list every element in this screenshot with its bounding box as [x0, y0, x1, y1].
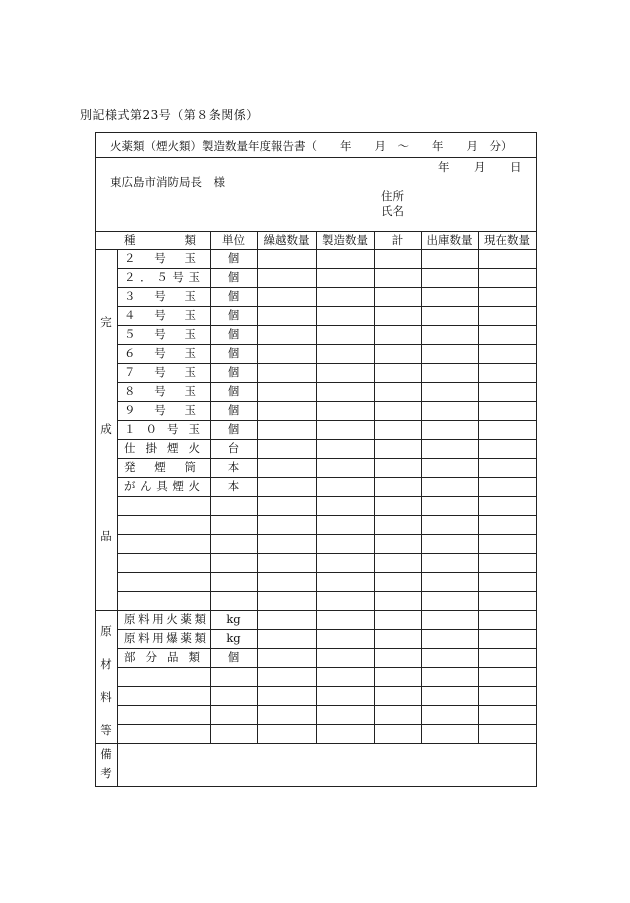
row-rule: [117, 477, 536, 478]
column-rule: [257, 231, 258, 743]
item-name-char: 類: [194, 612, 206, 626]
row-rule: [117, 496, 536, 497]
row-rule: [117, 686, 536, 687]
item-name-char: １: [124, 422, 136, 436]
item-unit: 個: [227, 308, 240, 322]
item-name-char: 部: [124, 650, 136, 664]
item-name-char: 玉: [188, 270, 200, 284]
row-rule: [117, 534, 536, 535]
row-rule: [117, 306, 536, 307]
row-rule: [117, 458, 536, 459]
item-name-char: 類: [188, 650, 200, 664]
materials-group-label-char: 料: [100, 689, 112, 704]
materials-group-rule: [96, 743, 536, 744]
header-total: 計: [391, 233, 404, 247]
item-name-char: ５: [156, 270, 168, 284]
column-rule: [316, 231, 317, 743]
item-unit: 個: [227, 251, 240, 265]
header-carryover: 繰越数量: [263, 233, 310, 247]
item-unit: kg: [226, 612, 241, 626]
item-name-char: 用: [152, 631, 164, 645]
item-name-char: ８: [124, 384, 136, 398]
item-name-char: 火: [166, 612, 178, 626]
address-label: 住所: [381, 189, 404, 203]
item-name-char: 仕: [124, 441, 136, 455]
item-name-char: 玉: [184, 308, 196, 322]
header-kind-char: 種: [124, 233, 136, 247]
form-number: 別記様式第23号（第８条関係）: [80, 108, 259, 122]
item-name-char: 号: [154, 308, 166, 322]
item-name: [124, 443, 200, 455]
row-rule: [117, 724, 536, 725]
materials-group-label-char: 原: [100, 624, 112, 639]
date-day: 日: [510, 160, 522, 174]
item-name-char: 爆: [166, 631, 178, 645]
row-rule: [117, 439, 536, 440]
item-name-char: 号: [172, 270, 184, 284]
materials-group-label-char: 材: [100, 657, 112, 672]
item-unit: 本: [227, 479, 240, 493]
header-current: 現在数量: [484, 233, 530, 247]
item-unit: kg: [226, 631, 241, 645]
row-rule: [117, 382, 536, 383]
item-name-char: 具: [156, 479, 168, 493]
item-name-char: 掛: [145, 441, 157, 455]
item-name-char: 原: [124, 612, 136, 626]
item-unit: 個: [227, 403, 240, 417]
item-name-char: 煙: [172, 479, 184, 493]
item-name-char: 薬: [180, 631, 192, 645]
finished-group-label-char: 品: [100, 528, 112, 543]
row-rule: [117, 553, 536, 554]
item-unit: 本: [227, 460, 240, 474]
item-name: [124, 652, 200, 664]
item-name-char: 号: [154, 365, 166, 379]
item-unit: 個: [227, 289, 240, 303]
item-name-char: 筒: [184, 460, 196, 474]
header-shipped: 出庫数量: [426, 233, 473, 247]
item-name-char: ２: [124, 251, 136, 265]
item-name: [124, 310, 196, 322]
column-rule: [421, 231, 422, 743]
item-name: [124, 614, 206, 626]
item-name-char: ６: [124, 346, 136, 360]
item-name: [124, 329, 196, 341]
header-kind: [124, 235, 196, 247]
item-name-char: 料: [138, 631, 150, 645]
item-name-char: 品: [167, 650, 179, 664]
item-name-char: 玉: [184, 384, 196, 398]
date-month: 月: [474, 160, 486, 174]
item-name-char: 玉: [184, 403, 196, 417]
item-name-char: 火: [188, 441, 200, 455]
date-year: 年: [438, 160, 450, 174]
row-rule: [117, 401, 536, 402]
item-name-char: ２: [124, 270, 136, 284]
item-name-char: 薬: [180, 612, 192, 626]
item-name-char: が: [124, 479, 136, 493]
item-unit: 個: [227, 365, 240, 379]
item-name: [124, 462, 196, 474]
item-name-char: 号: [154, 289, 166, 303]
item-name-char: 玉: [188, 422, 200, 436]
item-name: [124, 348, 196, 360]
addressee: 東広島市消防局長 様: [110, 175, 225, 189]
item-name-char: 分: [145, 650, 157, 664]
column-rule: [478, 231, 479, 743]
item-name-char: 用: [152, 612, 164, 626]
row-rule: [117, 572, 536, 573]
row-rule: [117, 705, 536, 706]
finished-group-label-char: 完: [100, 314, 112, 329]
row-rule: [117, 344, 536, 345]
report-form-sheet: [95, 132, 537, 787]
header-manufactured: 製造数量: [322, 233, 368, 247]
item-name-char: 玉: [184, 289, 196, 303]
item-name-char: ４: [124, 308, 136, 322]
item-name-char: 号: [154, 251, 166, 265]
item-unit: 個: [227, 422, 240, 436]
item-name-char: 発: [124, 460, 136, 474]
item-name-char: ９: [124, 403, 136, 417]
header-kind-char: 類: [184, 233, 196, 247]
row-rule: [117, 420, 536, 421]
item-name-char: ３: [124, 289, 136, 303]
item-name-char: 号: [154, 346, 166, 360]
row-rule: [117, 629, 536, 630]
item-name-char: 料: [138, 612, 150, 626]
item-name-char: ．: [140, 270, 152, 284]
item-name-char: 煙: [154, 460, 166, 474]
item-name: [124, 272, 200, 284]
item-name-char: 玉: [184, 327, 196, 341]
row-rule: [117, 667, 536, 668]
item-name-char: ０: [145, 422, 157, 436]
item-unit: 個: [227, 384, 240, 398]
row-rule: [117, 287, 536, 288]
item-name: [124, 424, 200, 436]
item-name: [124, 253, 196, 265]
item-name-char: 号: [154, 384, 166, 398]
header-unit: 単位: [222, 233, 245, 247]
title-divider: [96, 157, 536, 158]
item-name-char: ん: [140, 479, 152, 493]
item-unit: 台: [227, 441, 240, 455]
item-name: [124, 481, 200, 493]
item-name: [124, 386, 196, 398]
item-name-char: ５: [124, 327, 136, 341]
form-title: 火薬類（煙火類）製造数量年度報告書（ 年 月 ～ 年 月 分）: [110, 139, 513, 153]
remarks-label-char: 考: [100, 766, 112, 781]
remarks-label-char: 備: [100, 746, 112, 761]
materials-group-label-char: 等: [100, 722, 112, 737]
item-name-char: 玉: [184, 365, 196, 379]
item-unit: 個: [227, 270, 240, 284]
item-name-char: 原: [124, 631, 136, 645]
row-rule: [117, 363, 536, 364]
item-name-char: ７: [124, 365, 136, 379]
finished-group-label-char: 成: [100, 421, 112, 436]
item-name-char: 号: [167, 422, 179, 436]
row-rule: [117, 325, 536, 326]
item-name: [124, 405, 196, 417]
row-rule: [117, 648, 536, 649]
item-unit: 個: [227, 650, 240, 664]
row-rule: [117, 515, 536, 516]
row-rule: [117, 268, 536, 269]
item-name: [124, 367, 196, 379]
name-label: 氏名: [381, 204, 404, 218]
item-unit: 個: [227, 327, 240, 341]
column-rule: [374, 231, 375, 743]
item-name-char: 火: [188, 479, 200, 493]
item-name-char: 玉: [184, 346, 196, 360]
item-name-char: 玉: [184, 251, 196, 265]
item-name: [124, 291, 196, 303]
item-name-char: 号: [154, 403, 166, 417]
item-name: [124, 633, 206, 645]
group-column-rule: [117, 249, 118, 786]
item-name-char: 煙: [167, 441, 179, 455]
item-name-char: 号: [154, 327, 166, 341]
item-unit: 個: [227, 346, 240, 360]
row-rule: [117, 591, 536, 592]
item-name-char: 類: [194, 631, 206, 645]
